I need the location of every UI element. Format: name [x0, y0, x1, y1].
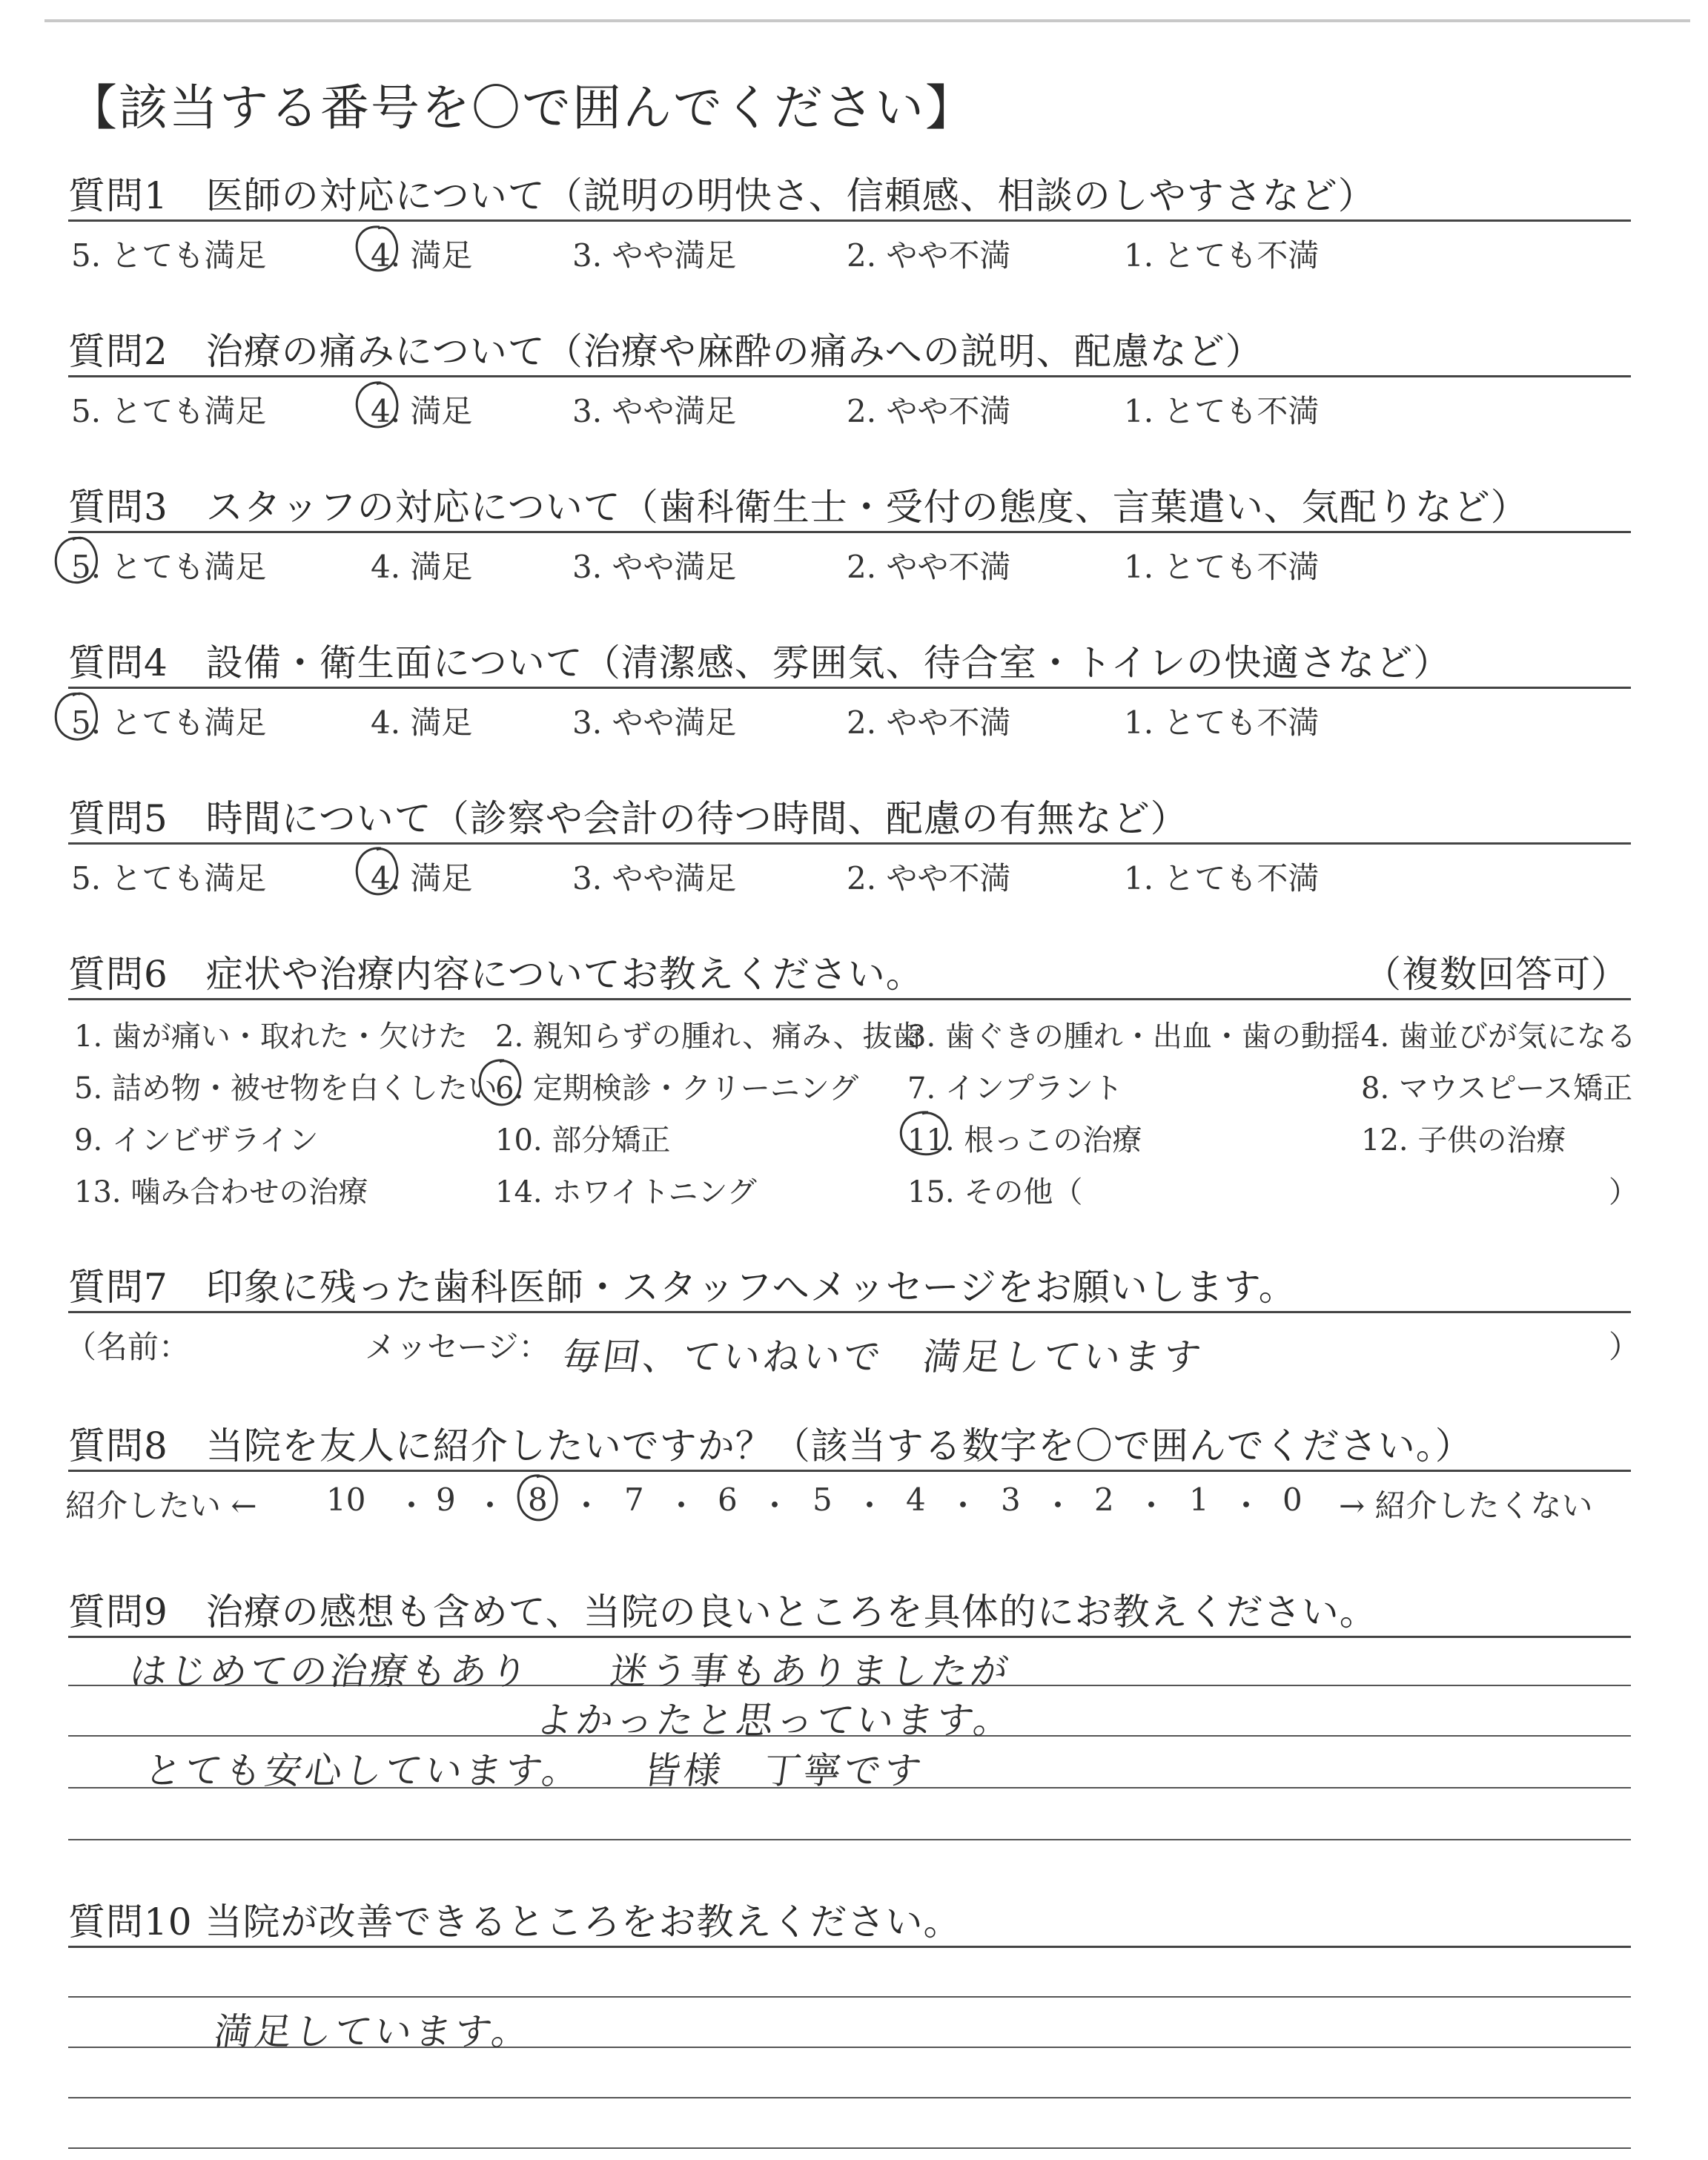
q6-option-6-circle-icon — [471, 1056, 531, 1115]
q8-dot: ・ — [1042, 1487, 1074, 1524]
question-8-title: 質問8 当院を友人に紹介したいですか？（該当する数字を〇で囲んでください。） — [68, 1424, 1473, 1467]
q8-score-2[interactable]: 2 — [1094, 1482, 1114, 1518]
q3-option-1[interactable]: 1. とても不満 — [1124, 549, 1320, 585]
q4-option-1[interactable]: 1. とても不満 — [1124, 704, 1320, 741]
q7-handwritten-message[interactable]: 毎回、ていねいで 満足しています — [560, 1335, 1207, 1378]
q8-dot: ・ — [1231, 1487, 1262, 1524]
q4-selection-circle-icon — [47, 688, 107, 749]
q6-option-5[interactable]: 5. 詰め物・被せ物を白くしたい — [74, 1071, 497, 1106]
q3-option-2[interactable]: 2. やや不満 — [847, 549, 1011, 585]
q8-score-0[interactable]: 0 — [1282, 1482, 1302, 1518]
q6-option-11-circle-icon — [893, 1108, 956, 1164]
q5-option-3[interactable]: 3. やや満足 — [572, 860, 737, 896]
q3-option-5[interactable]: 5. とても満足 — [71, 549, 267, 585]
q6-option-8[interactable]: 8. マウスピース矯正 — [1361, 1071, 1633, 1106]
q1-selection-circle-icon — [348, 222, 408, 282]
q4-option-2[interactable]: 2. やや不満 — [847, 704, 1011, 741]
q8-score-8[interactable]: 8 — [528, 1482, 548, 1518]
top-border — [44, 19, 1690, 22]
q7-message-label: メッセージ： — [365, 1329, 550, 1365]
question-10-title: 質問10 当院が改善できるところをお教えください。 — [68, 1900, 961, 1943]
q5-option-1[interactable]: 1. とても不満 — [1124, 860, 1320, 896]
q10-handwritten-answer[interactable]: 満足しています。 — [211, 2010, 535, 2053]
q2-option-5[interactable]: 5. とても満足 — [71, 393, 267, 429]
q2-option-4[interactable]: 4. 満足 — [371, 393, 473, 429]
q6-option-15-close: ） — [1609, 1175, 1638, 1209]
q1-option-2[interactable]: 2. やや不満 — [847, 237, 1011, 274]
q2-option-3[interactable]: 3. やや満足 — [572, 393, 737, 429]
q6-option-1[interactable]: 1. 歯が痛い・取れた・欠けた — [74, 1020, 468, 1054]
q5-selection-circle-icon — [348, 844, 408, 906]
q8-dot: ・ — [396, 1487, 428, 1524]
question-5-title: 質問5 時間について（診察や会計の待つ時間、配慮の有無など） — [68, 797, 1188, 840]
question-2-title: 質問2 治療の痛みについて（治療や麻酔の痛みへの説明、配慮など） — [68, 330, 1263, 373]
question-5-rule — [68, 842, 1631, 845]
q8-score-5[interactable]: 5 — [812, 1482, 833, 1518]
q1-option-4[interactable]: 4. 満足 — [371, 237, 473, 274]
q6-option-4[interactable]: 4. 歯並びが気になる — [1361, 1020, 1636, 1054]
q8-dot: ・ — [666, 1487, 698, 1524]
q8-score-8-circle-icon — [510, 1471, 566, 1529]
q5-option-4[interactable]: 4. 満足 — [371, 860, 473, 896]
q6-option-7[interactable]: 7. インプラント — [907, 1071, 1123, 1106]
question-7-rule — [68, 1311, 1631, 1313]
q6-option-3[interactable]: 3. 歯ぐきの腫れ・出血・歯の動揺 — [907, 1020, 1360, 1054]
q8-score-7[interactable]: 7 — [624, 1482, 644, 1518]
q8-dot: ・ — [854, 1487, 886, 1524]
q9-handwritten-line-3[interactable]: とても安心しています。 皆様 丁寧です — [142, 1749, 927, 1792]
question-7-title: 質問7 印象に残った歯科医師・スタッフへメッセージをお願いします。 — [68, 1266, 1297, 1309]
q6-option-15[interactable]: 15. その他（ — [907, 1175, 1083, 1209]
q8-dot: ・ — [571, 1487, 603, 1524]
q6-option-11[interactable]: 11. 根っこの治療 — [907, 1123, 1142, 1157]
q2-selection-circle-icon — [348, 378, 408, 437]
q8-right-label: → 紹介したくない — [1339, 1487, 1593, 1524]
q6-option-13[interactable]: 13. 噛み合わせの治療 — [74, 1175, 368, 1209]
q4-option-5[interactable]: 5. とても満足 — [71, 704, 267, 741]
q8-dot: ・ — [474, 1487, 506, 1524]
q8-dot: ・ — [1136, 1487, 1168, 1524]
q1-option-5[interactable]: 5. とても満足 — [71, 237, 267, 274]
question-1-rule — [68, 219, 1631, 222]
question-4-rule — [68, 687, 1631, 689]
q8-score-3[interactable]: 3 — [1001, 1482, 1021, 1518]
question-9-rule — [68, 1636, 1631, 1638]
q9-answer-line — [68, 1839, 1631, 1840]
q1-option-1[interactable]: 1. とても不満 — [1124, 237, 1320, 274]
question-4-title: 質問4 設備・衛生面について（清潔感、雰囲気、待合室・トイレの快適さなど） — [68, 641, 1452, 684]
q9-handwritten-line-1[interactable]: はじめての治療もあり 迷う事もありましたが — [127, 1650, 1014, 1693]
q6-option-9[interactable]: 9. インビザライン — [74, 1123, 319, 1157]
q4-option-4[interactable]: 4. 満足 — [371, 704, 473, 741]
question-10-rule — [68, 1946, 1631, 1948]
q9-handwritten-line-2[interactable]: よかったと思っています。 — [533, 1699, 1017, 1742]
question-1-title: 質問1 医師の対応について（説明の明快さ、信頼感、相談のしやすさなど） — [68, 174, 1376, 217]
q5-option-5[interactable]: 5. とても満足 — [71, 860, 267, 896]
q1-option-3[interactable]: 3. やや満足 — [572, 237, 737, 274]
question-8-rule — [68, 1470, 1631, 1472]
question-6-note: （複数回答可） — [1364, 953, 1629, 996]
question-3-title: 質問3 スタッフの対応について（歯科衛生士・受付の態度、言葉遣い、気配りなど） — [68, 486, 1529, 529]
question-3-rule — [68, 531, 1631, 533]
question-9-title: 質問9 治療の感想も含めて、当院の良いところを具体的にお教えください。 — [68, 1591, 1377, 1634]
question-2-rule — [68, 375, 1631, 377]
q5-option-2[interactable]: 2. やや不満 — [847, 860, 1011, 896]
q7-close-paren: ） — [1609, 1329, 1641, 1365]
form-instruction-title: 【該当する番号を〇で囲んでください】 — [68, 79, 976, 136]
q6-option-12[interactable]: 12. 子供の治療 — [1361, 1123, 1566, 1157]
q3-option-3[interactable]: 3. やや満足 — [572, 549, 737, 585]
q6-option-6[interactable]: 6. 定期検診・クリーニング — [495, 1071, 859, 1106]
q6-option-14[interactable]: 14. ホワイトニング — [495, 1175, 757, 1209]
q3-selection-circle-icon — [47, 532, 107, 593]
question-6-rule — [68, 998, 1631, 1000]
q3-option-4[interactable]: 4. 満足 — [371, 549, 473, 585]
q8-dot: ・ — [947, 1487, 979, 1524]
q7-name-label: （名前： — [65, 1329, 191, 1365]
q6-option-2[interactable]: 2. 親知らずの腫れ、痛み、抜歯 — [495, 1020, 922, 1054]
q8-score-6[interactable]: 6 — [718, 1482, 738, 1518]
q10-answer-line — [68, 1996, 1631, 1998]
q8-score-9[interactable]: 9 — [436, 1482, 456, 1518]
q8-score-4[interactable]: 4 — [906, 1482, 926, 1518]
q2-option-2[interactable]: 2. やや不満 — [847, 393, 1011, 429]
q10-answer-line — [68, 2097, 1631, 2098]
q8-dot: ・ — [759, 1487, 791, 1524]
q2-option-1[interactable]: 1. とても不満 — [1124, 393, 1320, 429]
q8-score-1[interactable]: 1 — [1189, 1482, 1209, 1518]
q6-option-10[interactable]: 10. 部分矯正 — [495, 1123, 671, 1157]
q10-answer-line — [68, 2147, 1631, 2149]
q8-score-10[interactable]: 10 — [326, 1482, 366, 1518]
question-6-title: 質問6 症状や治療内容についてお教えください。 — [68, 953, 924, 996]
q4-option-3[interactable]: 3. やや満足 — [572, 704, 737, 741]
q8-left-label: 紹介したい ← — [65, 1487, 257, 1524]
